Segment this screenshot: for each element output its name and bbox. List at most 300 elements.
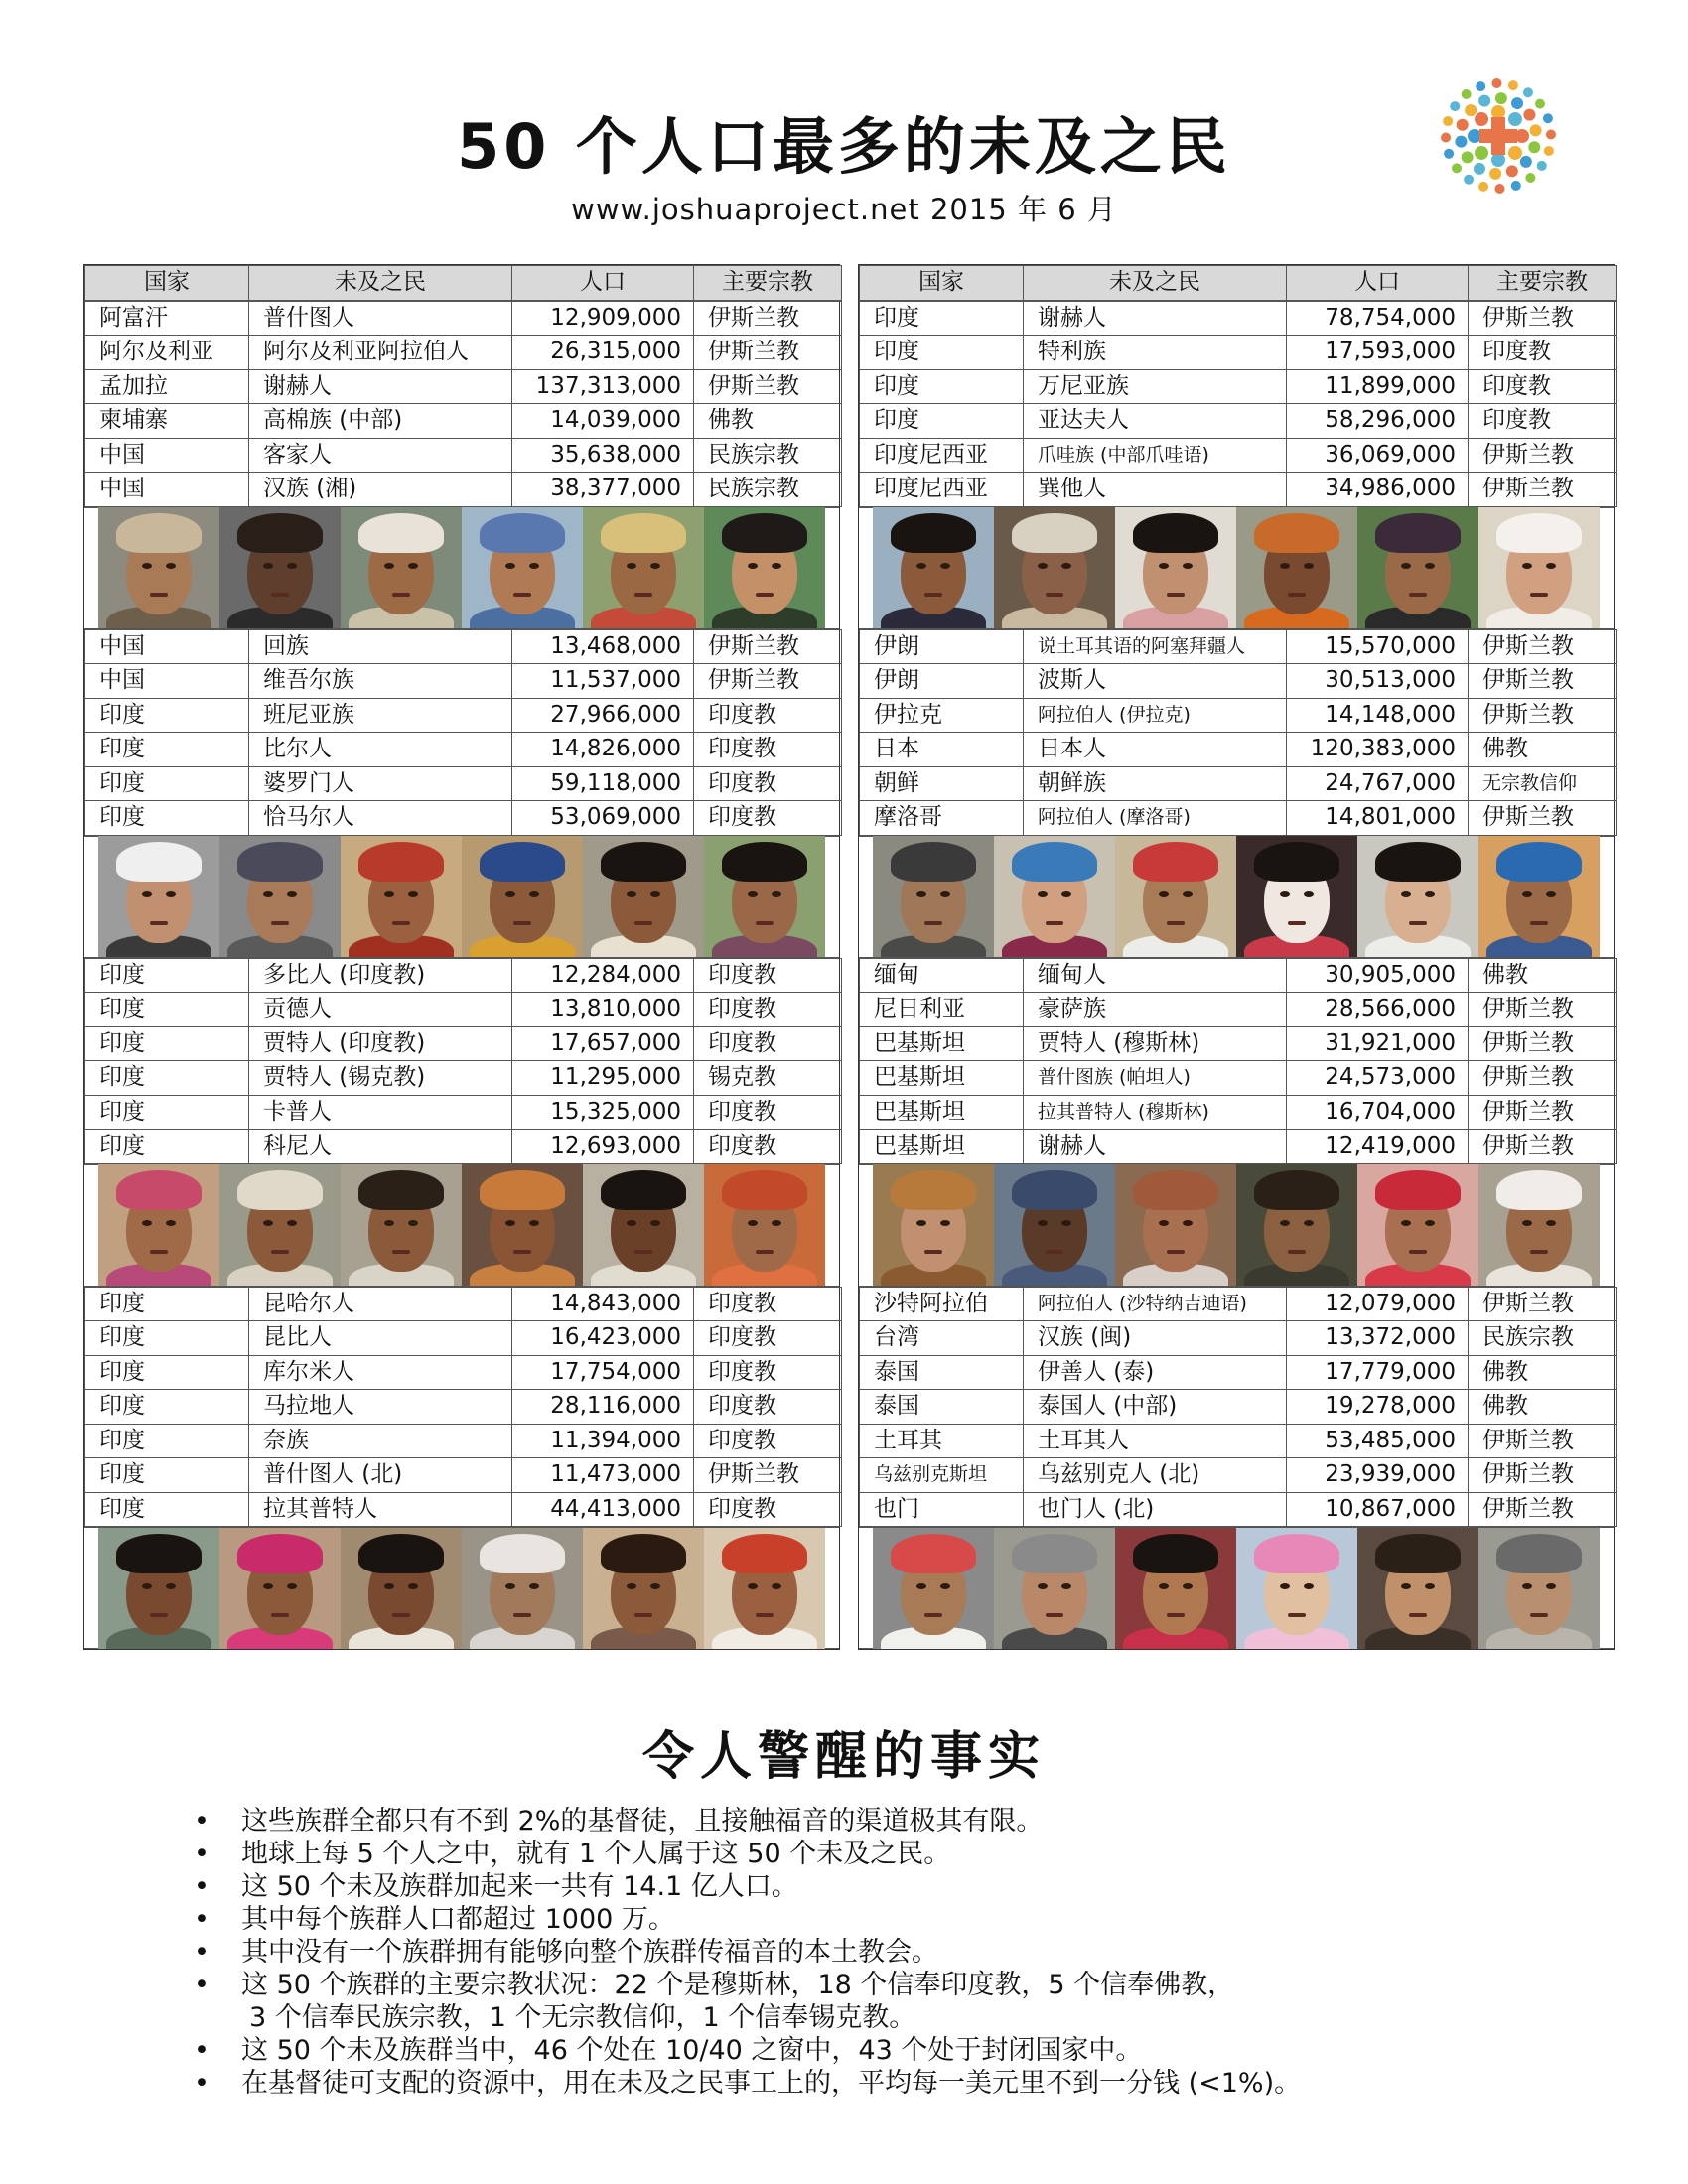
religion-cell: 伊斯兰教 <box>1469 698 1617 733</box>
table-row <box>860 958 1617 993</box>
people-group-cell: 特利族 <box>1024 336 1287 370</box>
population-cell: 12,693,000 <box>512 1130 694 1164</box>
photo-eye <box>384 1583 394 1589</box>
people-group-cell: 阿拉伯人 (沙特纳吉迪语) <box>1024 1287 1287 1321</box>
photo-strip <box>859 507 1614 629</box>
photo-eye <box>940 1583 950 1589</box>
table-row <box>85 301 842 336</box>
logo-dot <box>1452 163 1462 173</box>
people-group-cell: 阿拉伯人 (摩洛哥) <box>1024 801 1287 836</box>
table-header <box>859 265 1617 301</box>
population-cell: 59,118,000 <box>512 766 694 801</box>
photo-eye <box>1522 1583 1532 1589</box>
country-cell: 印度 <box>85 1061 249 1096</box>
photo-headwear <box>891 1534 976 1573</box>
population-cell: 10,867,000 <box>1287 1492 1469 1527</box>
fact-text: 这 50 个未及族群当中，46 个处在 10/40 之窗中，43 个处于封闭国家中。 <box>241 2035 1143 2066</box>
photo-mouth <box>1409 921 1427 925</box>
photo-eye <box>166 891 176 897</box>
photo-mouth <box>392 593 410 597</box>
table-row <box>860 1026 1617 1061</box>
photo-mouth <box>1046 1250 1063 1254</box>
photo-man-dark <box>219 507 341 628</box>
logo-dot <box>1546 129 1556 139</box>
religion-cell: 伊斯兰教 <box>694 629 842 664</box>
people-group-cell: 马拉地人 <box>249 1390 512 1425</box>
logo-dot <box>1478 95 1490 107</box>
logo-dot <box>1462 151 1474 163</box>
photo-man-flat-cap <box>873 836 994 957</box>
photo-eye <box>1546 891 1556 897</box>
religion-cell: 印度教 <box>694 958 842 993</box>
photo-eye <box>384 1220 394 1226</box>
table-row <box>85 369 842 404</box>
photo-mouth <box>513 1250 531 1254</box>
population-cell: 38,377,000 <box>512 473 694 507</box>
photo-eye <box>1038 891 1048 897</box>
people-group-cell: 比尔人 <box>249 733 512 767</box>
photo-eye <box>1038 1583 1048 1589</box>
logo-dot <box>1506 165 1518 177</box>
country-cell: 巴基斯坦 <box>860 1061 1024 1096</box>
photo-woman-thai <box>1115 1528 1236 1649</box>
country-cell: 印度 <box>85 733 249 767</box>
people-group-cell: 贡德人 <box>249 993 512 1027</box>
population-cell: 11,295,000 <box>512 1061 694 1096</box>
fact-item <box>194 1936 1484 1969</box>
population-cell: 17,593,000 <box>1287 336 1469 370</box>
photo-eye <box>1061 891 1071 897</box>
photo-strip <box>859 836 1614 958</box>
photo-headwear <box>358 842 444 882</box>
table-row <box>85 336 842 370</box>
table-row <box>85 1095 842 1130</box>
population-cell: 14,826,000 <box>512 733 694 767</box>
photo-mouth <box>924 1250 942 1254</box>
photo-mouth <box>271 921 289 925</box>
photo-eye <box>940 891 950 897</box>
logo-dot <box>1520 156 1532 168</box>
photo-headwear <box>601 1170 686 1210</box>
table-row <box>85 733 842 767</box>
religion-cell: 佛教 <box>1469 733 1617 767</box>
photo-mouth <box>634 1613 652 1617</box>
logo-dot <box>1530 124 1542 136</box>
people-group-cell: 说土耳其语的阿塞拜疆人 <box>1024 629 1287 664</box>
country-cell: 孟加拉 <box>85 369 249 404</box>
people-group-cell: 万尼亚族 <box>1024 369 1287 404</box>
population-cell: 24,767,000 <box>1287 766 1469 801</box>
photo-eye <box>772 891 781 897</box>
population-cell: 15,325,000 <box>512 1095 694 1130</box>
religion-cell: 印度教 <box>694 766 842 801</box>
religion-cell: 印度教 <box>1469 404 1617 439</box>
photo-eye <box>748 563 758 569</box>
country-cell: 印度 <box>85 1424 249 1458</box>
photo-headwear <box>1254 513 1339 553</box>
people-group-cell: 贾特人 (锡克教) <box>249 1061 512 1096</box>
photo-elder-cap <box>219 1164 341 1286</box>
photo-headwear <box>891 1170 976 1210</box>
photo-mouth <box>1288 1250 1306 1254</box>
photo-headwear <box>237 842 323 882</box>
religion-cell: 印度教 <box>694 1026 842 1061</box>
photo-eye <box>1038 563 1048 569</box>
photo-mouth <box>271 1613 289 1617</box>
photo-headwear <box>1133 1170 1218 1210</box>
logo-dot <box>1491 153 1505 167</box>
table-header <box>84 265 842 301</box>
photo-headwear <box>1012 842 1097 882</box>
religion-cell: 印度教 <box>694 1355 842 1390</box>
population-cell: 12,079,000 <box>1287 1287 1469 1321</box>
photo-man-young <box>704 507 825 628</box>
photo-strip <box>859 1164 1614 1287</box>
photo-man-hat <box>583 507 704 628</box>
religion-cell: 伊斯兰教 <box>1469 801 1617 836</box>
photo-eye <box>529 891 539 897</box>
table-row <box>860 733 1617 767</box>
people-group-cell: 卡普人 <box>249 1095 512 1130</box>
photo-elder-woman <box>462 1528 583 1649</box>
photo-eye <box>287 1583 297 1589</box>
religion-cell: 伊斯兰教 <box>694 1458 842 1493</box>
photo-eye <box>1159 1583 1169 1589</box>
population-cell: 78,754,000 <box>1287 301 1469 336</box>
photo-eye <box>166 1220 176 1226</box>
table-row <box>860 1492 1617 1527</box>
photo-woman-smile-dark <box>994 1164 1115 1286</box>
country-cell: 印度 <box>85 1130 249 1164</box>
country-cell: 朝鲜 <box>860 766 1024 801</box>
photo-headwear <box>358 1534 444 1573</box>
photo-eye <box>1280 1583 1290 1589</box>
logo-dot <box>1468 129 1481 143</box>
people-group-cell: 班尼亚族 <box>249 698 512 733</box>
photo-woman-market <box>704 1164 825 1286</box>
table-row <box>860 438 1617 473</box>
fact-text-continued: 3 个信奉民族宗教，1 个无宗教信仰，1 个信奉锡克教。 <box>249 2002 916 2033</box>
photo-eye <box>166 563 176 569</box>
photo-headwear <box>891 513 976 553</box>
photo-headwear <box>116 842 202 882</box>
photo-headwear <box>237 513 323 553</box>
photo-eye <box>1401 891 1411 897</box>
table-block <box>859 301 1617 507</box>
photo-eye <box>1401 1220 1411 1226</box>
religion-cell: 伊斯兰教 <box>1469 1458 1617 1493</box>
photo-girl-blue-veil <box>462 836 583 957</box>
photo-man-cap <box>341 507 462 628</box>
religion-cell: 伊斯兰教 <box>694 301 842 336</box>
photo-mouth <box>1046 1613 1063 1617</box>
population-cell: 17,779,000 <box>1287 1355 1469 1390</box>
page-title: 50 个人口最多的未及之民 <box>457 110 1231 183</box>
logo-dot <box>1523 87 1533 97</box>
column-header: 国家 <box>85 266 249 301</box>
photo-headwear <box>1254 1170 1339 1210</box>
people-group-cell: 高棉族 (中部) <box>249 404 512 439</box>
photo-woman-pink-hat <box>1236 1528 1357 1649</box>
photo-headwear <box>480 1170 565 1210</box>
people-group-cell: 拉其普特人 <box>249 1492 512 1527</box>
people-group-cell: 谢赫人 <box>1024 301 1287 336</box>
photo-mouth <box>513 593 531 597</box>
fact-item <box>194 1870 1484 1903</box>
logo-dot <box>1464 175 1474 185</box>
photo-eye <box>384 563 394 569</box>
photo-mouth <box>924 593 942 597</box>
country-cell: 印度 <box>860 404 1024 439</box>
photo-man-beard <box>1236 1164 1357 1286</box>
religion-cell: 民族宗教 <box>1469 1321 1617 1356</box>
photo-eye <box>772 1220 781 1226</box>
religion-cell: 印度教 <box>1469 336 1617 370</box>
photo-mouth <box>924 1613 942 1617</box>
photo-headwear <box>1496 1534 1582 1573</box>
country-cell: 印度 <box>85 958 249 993</box>
fact-item <box>194 1838 1484 1870</box>
photo-eye <box>650 563 660 569</box>
photo-mouth <box>1409 1250 1427 1254</box>
photo-headwear <box>237 1170 323 1210</box>
photo-headwear <box>1496 513 1582 553</box>
population-cell: 30,905,000 <box>1287 958 1469 993</box>
photo-eye <box>1522 1220 1532 1226</box>
photo-mouth <box>150 593 168 597</box>
photo-mouth <box>1530 921 1548 925</box>
country-cell: 伊朗 <box>860 664 1024 699</box>
photo-strip <box>84 507 839 629</box>
logo-dot <box>1450 101 1460 111</box>
people-group-cell: 库尔米人 <box>249 1355 512 1390</box>
photo-eye <box>1522 891 1532 897</box>
religion-cell: 锡克教 <box>694 1061 842 1096</box>
country-cell: 摩洛哥 <box>860 801 1024 836</box>
religion-cell: 印度教 <box>694 1095 842 1130</box>
population-cell: 11,537,000 <box>512 664 694 699</box>
cross-dots-logo-icon <box>1440 77 1557 195</box>
population-cell: 53,069,000 <box>512 801 694 836</box>
logo-dot <box>1457 119 1469 131</box>
religion-cell: 伊斯兰教 <box>1469 301 1617 336</box>
photo-eye <box>627 1220 636 1226</box>
photo-man-turban-child <box>462 1164 583 1286</box>
photo-mouth <box>634 1250 652 1254</box>
photo-mouth <box>1046 593 1063 597</box>
photo-eye <box>1425 891 1435 897</box>
photo-eye <box>1183 891 1193 897</box>
photo-mouth <box>756 1250 774 1254</box>
population-cell: 36,069,000 <box>1287 438 1469 473</box>
photo-eye <box>287 891 297 897</box>
photo-mouth <box>1530 1250 1548 1254</box>
photo-headwear <box>722 513 807 553</box>
logo-dot <box>1478 182 1488 192</box>
table-row <box>860 766 1617 801</box>
people-group-cell: 朝鲜族 <box>1024 766 1287 801</box>
religion-cell: 伊斯兰教 <box>1469 1061 1617 1096</box>
photo-eye <box>1546 563 1556 569</box>
table-row <box>860 473 1617 507</box>
photo-headwear <box>1254 842 1339 882</box>
table-row <box>85 1458 842 1493</box>
religion-cell: 伊斯兰教 <box>1469 473 1617 507</box>
photo-eye <box>1280 1220 1290 1226</box>
photo-man-thin <box>98 1528 219 1649</box>
photo-eye <box>408 1220 418 1226</box>
country-cell: 印度 <box>860 301 1024 336</box>
country-cell: 印度尼西亚 <box>860 438 1024 473</box>
column-header: 国家 <box>860 266 1024 301</box>
photo-elder-white-cap <box>98 836 219 957</box>
table-row <box>85 1026 842 1061</box>
photo-eye <box>384 891 394 897</box>
country-cell: 巴基斯坦 <box>860 1095 1024 1130</box>
table-row <box>860 404 1617 439</box>
photo-strip <box>84 1527 839 1649</box>
fact-item <box>194 2067 1484 2100</box>
logo-dot <box>1489 168 1501 180</box>
table-row <box>85 1492 842 1527</box>
photo-eye <box>940 1220 950 1226</box>
religion-cell: 印度教 <box>694 1424 842 1458</box>
population-cell: 28,116,000 <box>512 1390 694 1425</box>
photo-mouth <box>1530 593 1548 597</box>
photo-mouth <box>1167 1613 1185 1617</box>
photo-headwear <box>1133 513 1218 553</box>
photo-eye <box>1401 1583 1411 1589</box>
photo-headwear <box>1375 513 1461 553</box>
photo-eye <box>505 1220 515 1226</box>
people-group-cell: 谢赫人 <box>1024 1130 1287 1164</box>
photo-man-shirt <box>341 1528 462 1649</box>
people-group-cell: 伊善人 (泰) <box>1024 1355 1287 1390</box>
photo-eye <box>142 1220 152 1226</box>
population-cell: 12,284,000 <box>512 958 694 993</box>
people-group-cell: 贾特人 (印度教) <box>249 1026 512 1061</box>
photo-eye <box>627 1583 636 1589</box>
logo-dot <box>1535 99 1545 109</box>
photo-mouth <box>150 1250 168 1254</box>
table-row <box>860 1390 1617 1425</box>
people-group-cell: 拉其普特人 (穆斯林) <box>1024 1095 1287 1130</box>
photo-man-blue-turban <box>1478 836 1600 957</box>
photo-eye <box>748 891 758 897</box>
photo-headwear <box>358 1170 444 1210</box>
photo-woman-scarf <box>462 507 583 628</box>
photo-eye <box>1546 1583 1556 1589</box>
logo-dot <box>1441 133 1451 143</box>
photo-eye <box>529 563 539 569</box>
population-cell: 14,843,000 <box>512 1287 694 1321</box>
photo-eye <box>627 563 636 569</box>
photo-girl-smile <box>583 1528 704 1649</box>
people-group-cell: 昆比人 <box>249 1321 512 1356</box>
photo-eye <box>1522 563 1532 569</box>
photo-eye <box>1304 1220 1314 1226</box>
table-row <box>85 1130 842 1164</box>
photo-mouth <box>756 921 774 925</box>
facts-list <box>194 1805 1484 2100</box>
religion-cell: 佛教 <box>1469 958 1617 993</box>
table-row <box>85 404 842 439</box>
country-cell: 印度 <box>85 1492 249 1527</box>
religion-cell: 佛教 <box>1469 1390 1617 1425</box>
population-cell: 44,413,000 <box>512 1492 694 1527</box>
photo-man-smile <box>583 1164 704 1286</box>
religion-cell: 伊斯兰教 <box>1469 629 1617 664</box>
population-cell: 11,899,000 <box>1287 369 1469 404</box>
people-group-cell: 贾特人 (穆斯林) <box>1024 1026 1287 1061</box>
country-cell: 印度 <box>860 369 1024 404</box>
left-table-panel <box>83 264 840 1650</box>
photo-eye <box>505 891 515 897</box>
country-cell: 印度 <box>85 1355 249 1390</box>
photo-woman-dark-scarf <box>1357 1528 1478 1649</box>
table-row <box>860 369 1617 404</box>
photo-mouth <box>271 1250 289 1254</box>
photo-headwear <box>1375 1170 1461 1210</box>
table-block <box>84 629 842 836</box>
logo-dot <box>1508 80 1518 90</box>
people-group-cell: 汉族 (湘) <box>249 473 512 507</box>
photo-woman-red-veil <box>341 836 462 957</box>
photo-eye <box>263 1583 273 1589</box>
photo-eye <box>1061 563 1071 569</box>
photo-mouth <box>634 921 652 925</box>
photo-strip <box>84 836 839 958</box>
religion-cell: 伊斯兰教 <box>1469 1026 1617 1061</box>
country-cell: 印度 <box>85 1390 249 1425</box>
photo-eye <box>529 1583 539 1589</box>
column-header: 人口 <box>1287 266 1469 301</box>
photo-mouth <box>513 1613 531 1617</box>
logo-dot <box>1528 141 1540 153</box>
religion-cell: 印度教 <box>694 1321 842 1356</box>
country-cell: 中国 <box>85 629 249 664</box>
photo-mouth <box>1409 593 1427 597</box>
table-row <box>85 1390 842 1425</box>
country-cell: 沙特阿拉伯 <box>860 1287 1024 1321</box>
religion-cell: 佛教 <box>1469 1355 1617 1390</box>
population-cell: 12,419,000 <box>1287 1130 1469 1164</box>
table-row <box>860 1287 1617 1321</box>
logo-dot <box>1525 173 1535 183</box>
photo-headwear <box>722 842 807 882</box>
photo-woman-pink-veil <box>219 1528 341 1649</box>
population-cell: 34,986,000 <box>1287 473 1469 507</box>
logo-dot <box>1491 105 1505 119</box>
people-group-cell: 阿拉伯人 (伊拉克) <box>1024 698 1287 733</box>
photo-elder-doppa <box>219 836 341 957</box>
table-row <box>860 336 1617 370</box>
photo-headwear <box>1133 1534 1218 1573</box>
table-block <box>859 958 1617 1164</box>
population-cell: 19,278,000 <box>1287 1390 1469 1425</box>
photo-eye <box>1304 563 1314 569</box>
table-row <box>85 698 842 733</box>
photo-eye <box>1425 1583 1435 1589</box>
people-group-cell: 回族 <box>249 629 512 664</box>
religion-cell: 伊斯兰教 <box>694 369 842 404</box>
religion-cell: 印度教 <box>694 993 842 1027</box>
population-cell: 31,921,000 <box>1287 1026 1469 1061</box>
population-cell: 13,372,000 <box>1287 1321 1469 1356</box>
people-group-cell: 日本人 <box>1024 733 1287 767</box>
photo-eye <box>408 891 418 897</box>
religion-cell: 伊斯兰教 <box>694 336 842 370</box>
